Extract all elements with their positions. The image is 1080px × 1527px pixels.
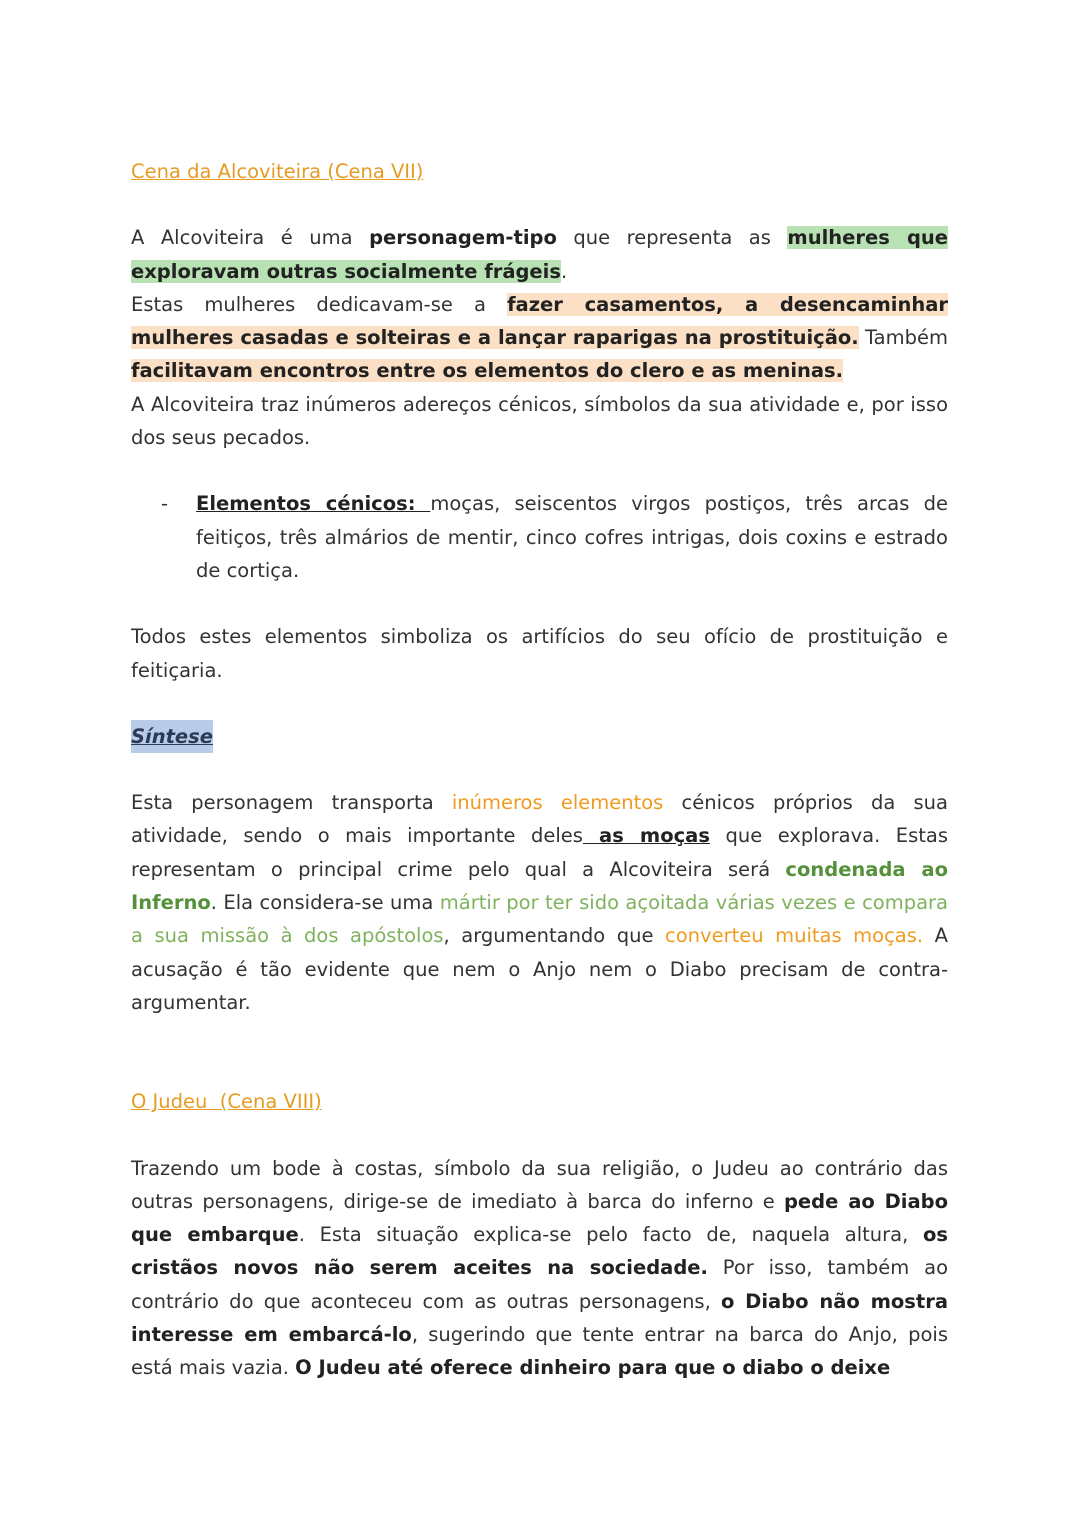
text: Estas mulheres dedicavam-se a	[131, 292, 508, 316]
bold-text: pede ao Diabo que embarque	[131, 1189, 948, 1247]
synthesis-title: Síntese	[131, 720, 213, 753]
highlight-green: mulheres que exploravam outras socialmente frágeis	[131, 226, 949, 283]
text: . Esta situação explica-se pelo facto de, naquela altura,	[298, 1223, 923, 1247]
highlight-peach: facilitavam encontros entre os elementos do clero e as meninas.	[131, 359, 844, 383]
bullet-text: moças, seiscentos virgos postiços, três arcas de feitiços, três almários de mentir, cinco cofres intrigas, dois coxins e estrado de cortiça.	[196, 492, 948, 582]
paragraph-symbolism: Todos estes elementos simboliza os artifícios do seu ofício de prostituição e feitiçaria.	[131, 625, 948, 682]
bold-text: personagem-tipo	[369, 226, 557, 250]
text: .	[560, 259, 568, 283]
text: que representa as	[556, 226, 788, 250]
text: Esta personagem transporta	[131, 791, 452, 815]
paragraph-activities	[131, 288, 948, 388]
paragraph-props: A Alcoviteira traz inúmeros adereços cénicos, símbolos da sua atividade e, por isso dos seus pecados.	[131, 392, 948, 450]
text: Trazendo um bode à costas, símbolo da sua religião, o Judeu ao contrário das outras personagens, dirige-se de imediato à barca do inferno e	[131, 1156, 948, 1213]
text: , argumentando que	[443, 924, 666, 948]
text: cénicos próprios da sua atividade, sendo o mais importante deles	[131, 791, 948, 848]
lightgreen-text: mártir por ter sido açoitada várias vezes e compara a sua missão à dos apóstolos	[131, 891, 949, 948]
text: A acusação é tão evidente que nem o Anjo nem o Diabo precisam de contra-argumentar.	[131, 924, 948, 1014]
section-title-judeu: O Judeu (Cena VIII)	[131, 1090, 322, 1114]
underlined-text: as moças	[582, 824, 710, 848]
section-title-alcoviteira: Cena da Alcoviteira (Cena VII)	[131, 160, 424, 183]
text: que explorava. Estas representam o principal crime pelo qual a Alcoviteira será	[131, 824, 949, 881]
text: , sugerindo que tente entrar na barca do Anjo, pois está mais vazia.	[131, 1323, 949, 1380]
bold-text: o Diabo não mostra interesse em embarcá-lo	[131, 1289, 949, 1347]
bullet-label: Elementos cénicos:	[196, 492, 431, 516]
highlight-peach: fazer casamentos, a desencaminhar mulheres casadas e solteiras e a lançar raparigas na prostituição.	[131, 292, 948, 350]
bold-text: os cristãos novos não serem aceites na sociedade.	[131, 1223, 948, 1280]
orange-text: converteu muitas moças.	[665, 924, 924, 948]
orange-text: inúmeros elementos	[451, 791, 664, 815]
paragraph-synthesis	[131, 786, 948, 1019]
paragraph-intro	[131, 221, 948, 288]
green-text: condenada ao Inferno	[131, 857, 948, 915]
paragraph-judeu	[131, 1152, 948, 1385]
bold-text: O Judeu até oferece dinheiro para que o diabo o deixe	[295, 1356, 891, 1380]
text: A Alcoviteira é uma	[131, 226, 370, 250]
bullet-dash: -	[161, 492, 169, 516]
text: . Ela considera-se uma	[210, 891, 440, 915]
text: Também	[858, 326, 948, 350]
text: Por isso, também ao contrário do que aconteceu com as outras personagens,	[131, 1256, 948, 1313]
document-page	[131, 155, 948, 1385]
list-item	[161, 487, 948, 587]
